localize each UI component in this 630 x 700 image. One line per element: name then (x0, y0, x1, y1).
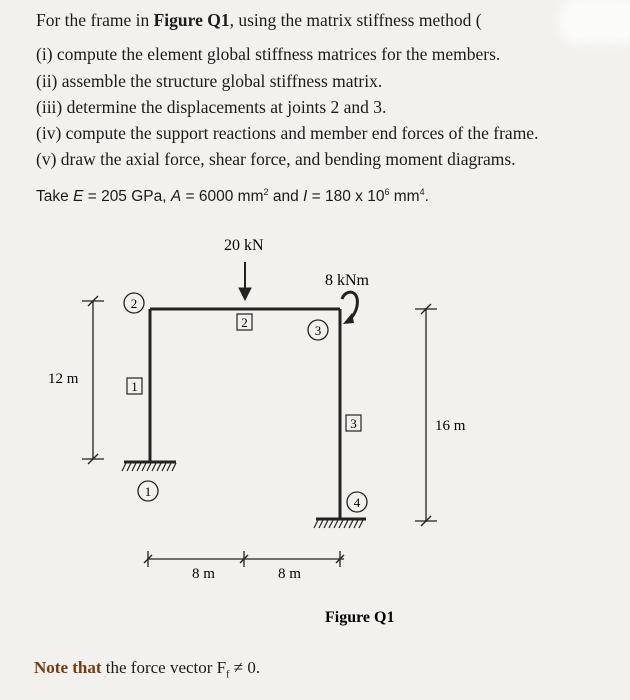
dimension-span-right-label: 8 m (278, 566, 301, 582)
question-item-3: (iii) determine the displacements at joints 2 and 3. (36, 97, 387, 117)
question-intro: For the frame in Figure Q1, using the matrix stiffness method ( (36, 10, 482, 30)
member-1-label: 1 (131, 379, 138, 394)
load-point-label: 20 kN (224, 237, 264, 254)
member-2-label: 2 (241, 315, 248, 330)
dimension-right (415, 304, 437, 526)
dimension-span-left-label: 8 m (192, 566, 215, 582)
point-load-arrow (239, 262, 251, 300)
fixed-support-right (314, 519, 366, 528)
question-item-4: (iv) compute the support reactions and member end forces of the frame. (36, 123, 539, 143)
question-item-5: (v) draw the axial force, shear force, and bending moment diagrams. (36, 149, 516, 169)
node-1-label: 1 (144, 484, 152, 499)
given-properties: Take E = 205 GPa, A = 6000 $mm^2$ and I = 180 x $10^6$ $mm^4$. (36, 187, 429, 206)
question-item-1: (i) compute the element global stiffness matrices for the members. (36, 44, 501, 64)
question-item-2: (ii) assemble the structure global stiffness matrix. (36, 71, 383, 91)
fixed-support-left (122, 462, 176, 471)
node-4-label: 4 (353, 495, 361, 510)
node-3-label: 3 (314, 323, 322, 338)
dimension-bottom (144, 551, 344, 567)
member-markers (127, 314, 361, 431)
figure-caption: Figure Q1 (325, 609, 395, 626)
dimension-left-label: 12 m (48, 371, 79, 387)
dimension-left (82, 296, 104, 464)
moment-arrow (342, 292, 357, 324)
member-3-label: 3 (350, 416, 357, 431)
node-2-label: 2 (130, 296, 138, 311)
load-moment-label: 8 kNm (325, 272, 369, 289)
dimension-right-label: 16 m (435, 418, 466, 434)
frame-members (150, 309, 340, 519)
note-text: Note that the force vector $F_f \ne 0$. (34, 658, 261, 681)
